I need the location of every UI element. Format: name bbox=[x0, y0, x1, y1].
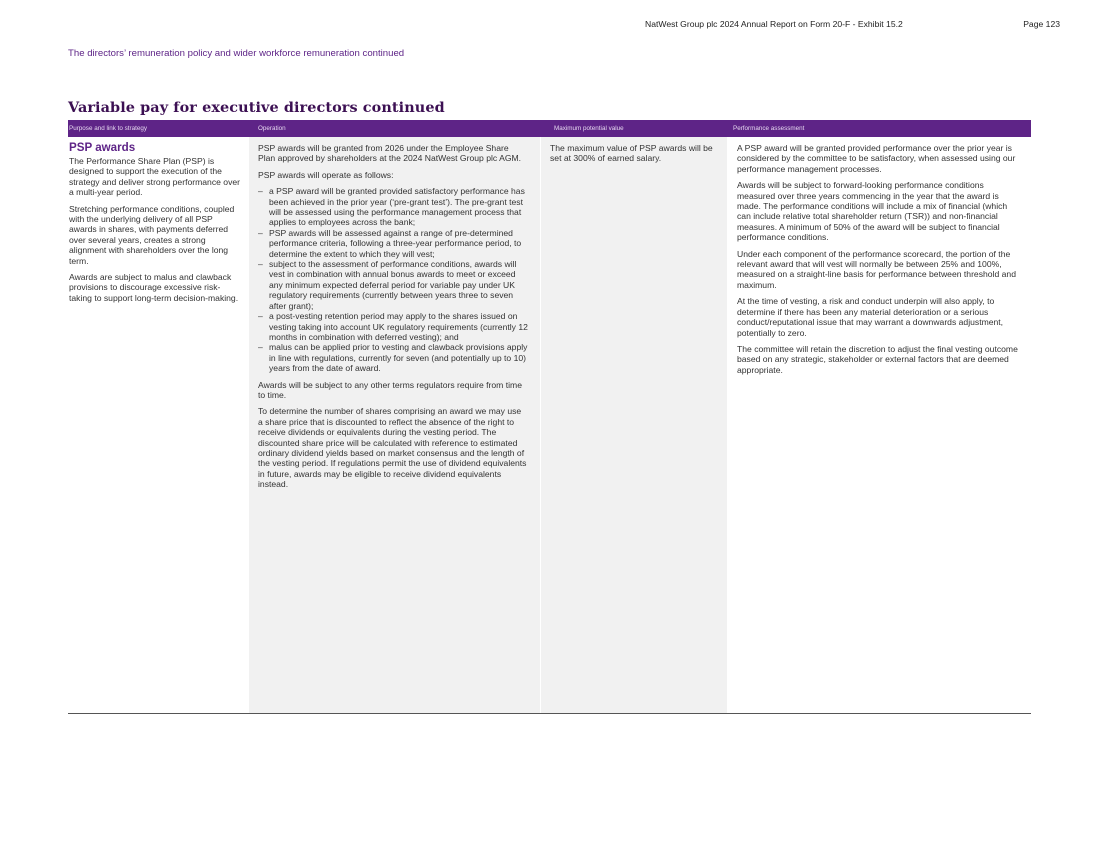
header-maximum: Maximum potential value bbox=[554, 125, 624, 132]
header-performance: Performance assessment bbox=[733, 125, 805, 132]
page-header bbox=[0, 19, 1100, 35]
performance-paragraph: A PSP award will be granted provided performance over the prior year is considered by the committee to be satisfactory, when assessed using our performance management processes. bbox=[737, 143, 1016, 174]
operation-list bbox=[258, 186, 528, 373]
operation-terms: Awards will be subject to any other terms regulators require from time to time. bbox=[258, 379, 522, 400]
psp-awards-title: PSP awards bbox=[69, 141, 136, 154]
report-title: NatWest Group plc 2024 Annual Report on Form 20-F - Exhibit 15.2 bbox=[645, 19, 903, 29]
operation-bullet: – malus can be applied prior to vesting and clawback provisions apply in line with regulations, currently for seven (and potentially up to 10) years from the date of award. bbox=[258, 342, 528, 373]
purpose-column bbox=[68, 137, 248, 713]
table-header-row bbox=[68, 120, 1031, 137]
maximum-column bbox=[540, 137, 727, 713]
operation-lead: PSP awards will operate as follows: bbox=[258, 169, 394, 180]
page-number: Page 123 bbox=[1023, 19, 1060, 29]
operation-bullet: – a PSP award will be granted provided satisfactory performance has been achieved in the prior year (‘pre-grant test’). The pre-grant test will be assessed using the performance management process that applies to employees across the bank; bbox=[258, 186, 528, 228]
performance-paragraph: At the time of vesting, a risk and conduct underpin will also apply, to determine if there has been any material deterioration or a serious conduct/reputational issue that may warrant a downwards adjustment, potentially to zero. bbox=[737, 296, 1004, 338]
operation-share-price: To determine the number of shares comprising an award we may use a share price that is discounted to reflect the absence of the right to receive dividends or equivalents during the vesting period. The discounted share price will be calculated with reference to estimated ordinary dividend yields based on market consensus and the length of the vesting period. If regulations permit the use of dividend equivalents in future, awards may be eligible to receive dividend equivalents instead. bbox=[258, 406, 527, 490]
operation-bullet: – PSP awards will be assessed against a range of pre-determined performance criteria, following a three-year performance period, to determine the extent to which they will vest; bbox=[258, 228, 528, 259]
purpose-paragraph: Stretching performance conditions, coupled with the underlying delivery of all PSP awards in shares, with payments deferred over several years, creates a strong alignment with shareholders over the long term. bbox=[69, 203, 235, 266]
running-head: The directors’ remuneration policy and wider workforce remuneration continued bbox=[68, 48, 405, 59]
header-operation: Operation bbox=[258, 125, 286, 132]
table-body-row bbox=[68, 137, 1031, 714]
operation-column bbox=[248, 137, 540, 713]
purpose-paragraph: Awards are subject to malus and clawback provisions to discourage excessive risk-taking to support long-term decision-making. bbox=[69, 272, 239, 303]
purpose-paragraph: The Performance Share Plan (PSP) is designed to support the execution of the strategy and deliver strong performance over a multi-year period. bbox=[69, 156, 241, 198]
maximum-text: The maximum value of PSP awards will be set at 300% of earned salary. bbox=[550, 143, 713, 164]
performance-paragraph: The committee will retain the discretion to adjust the final vesting outcome based on any strategic, stakeholder or external factors that are deemed appropriate. bbox=[737, 343, 1018, 375]
operation-bullet: – subject to the assessment of performance conditions, awards will vest in combination with annual bonus awards to meet or exceed any minimum expected deferral period for variable pay under UK regulatory requirements (currently between years three to seven after grant); bbox=[258, 259, 528, 311]
operation-bullet: – a post-vesting retention period may apply to the shares issued on vesting taking into account UK regulatory requirements (currently 12 months in combination with deferred vesting); and bbox=[258, 311, 528, 342]
performance-paragraph: Under each component of the performance scorecard, the portion of the relevant award that will vest will normally be between 25% and 100%, measured on a straight-line basis for performance between threshold and maximum. bbox=[737, 248, 1016, 290]
operation-intro: PSP awards will be granted from 2026 under the Employee Share Plan approved by shareholders at the 2024 NatWest Group plc AGM. bbox=[258, 143, 522, 164]
performance-column bbox=[727, 137, 1029, 713]
policy-table bbox=[68, 120, 1031, 714]
section-heading: Variable pay for executive directors continued bbox=[68, 99, 445, 116]
header-purpose: Purpose and link to strategy bbox=[69, 125, 148, 132]
performance-paragraph: Awards will be subject to forward-looking performance conditions measured over three years commencing in the year that the award is made. The performance conditions will include a mix of financial (which can include relative total shareholder return (TSR)) and non-financial measures. A minimum of 50% of the award will be subject to financial performance conditions. bbox=[737, 180, 1008, 243]
